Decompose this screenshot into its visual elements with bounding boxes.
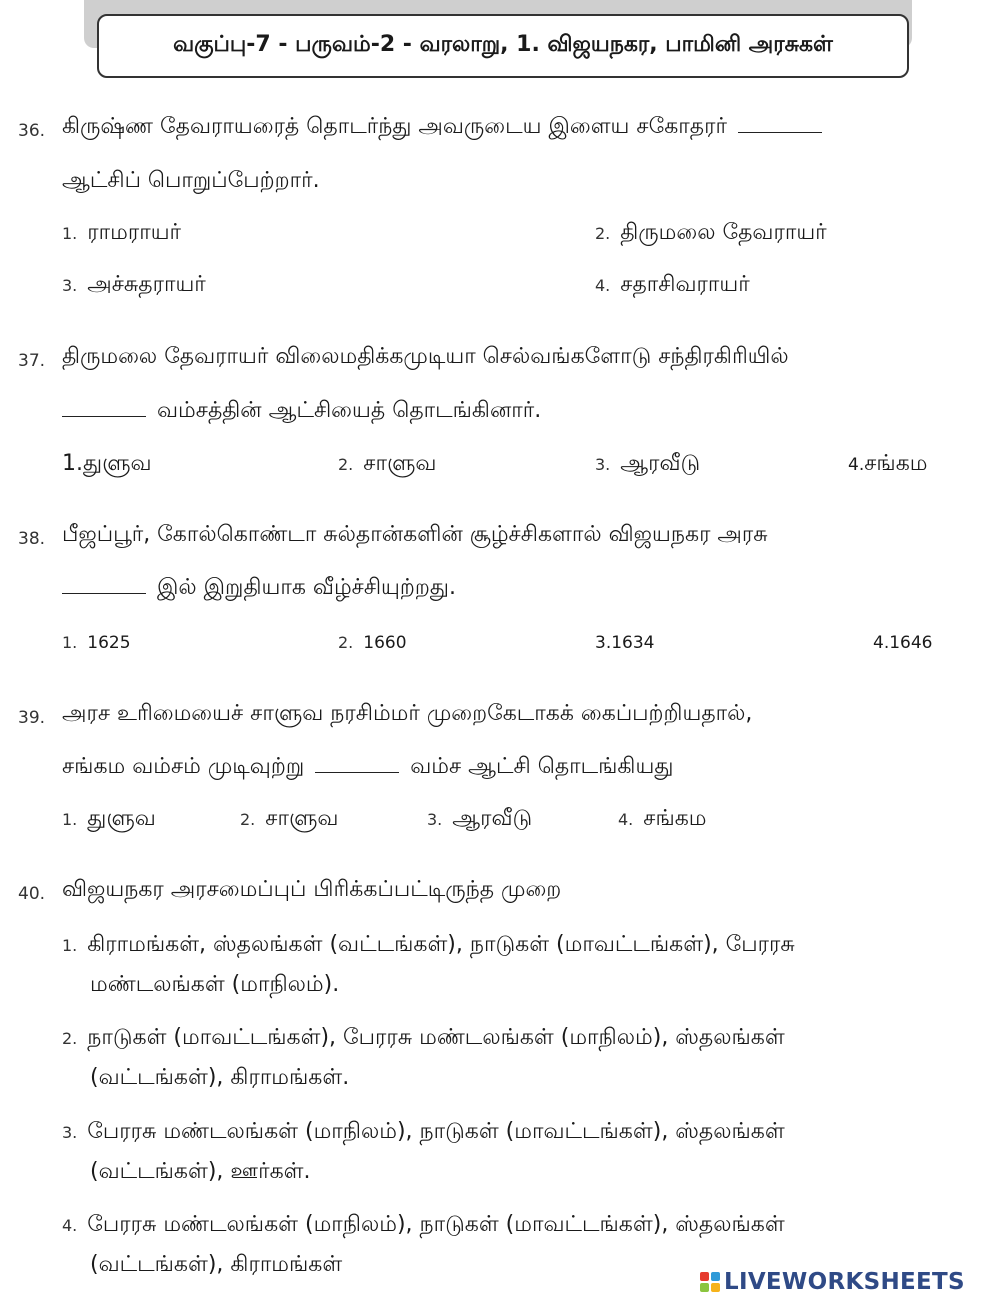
option-text: பேரரசு மண்டலங்கள் (மாநிலம்), நாடுகள் (மாவட்டங்கள்), ஸ்தலங்கள்	[87, 1119, 785, 1144]
answer-blank[interactable]	[62, 575, 146, 594]
question-number: 36.	[18, 121, 46, 141]
option-number: 4.	[848, 455, 865, 475]
option-text: ராமராயர்	[87, 220, 182, 245]
logo-text: LIVEWORKSHEETS	[724, 1269, 965, 1295]
question-text: பீஜப்பூர், கோல்கொண்டா சுல்தான்களின் சூழ்ச்சிகளால் விஜயநகர அரசு	[62, 522, 768, 547]
option-3[interactable]	[62, 1119, 785, 1147]
option-number: 1.	[62, 633, 78, 652]
option-1[interactable]	[62, 451, 152, 479]
question-text: சங்கம வம்சம் முடிவுற்று	[62, 754, 305, 779]
question-line	[62, 754, 673, 782]
option-number: 1.	[62, 810, 78, 829]
option-text: ஆரவீடு	[452, 806, 533, 831]
option-2[interactable]	[62, 1025, 785, 1053]
option-text: 1634	[611, 633, 655, 653]
option-number: 4.	[62, 1216, 78, 1235]
question-line	[62, 575, 456, 603]
answer-blank[interactable]	[315, 754, 399, 773]
option-number: 2.	[595, 224, 611, 243]
option-text: 1646	[889, 633, 933, 653]
option-number: 2.	[240, 810, 256, 829]
option-number: 3.	[62, 276, 78, 295]
option-number: 3.	[427, 810, 443, 829]
option-2-cont: (வட்டங்கள்), கிராமங்கள்.	[90, 1065, 350, 1090]
question-number: 39.	[18, 708, 46, 728]
option-2[interactable]	[338, 451, 436, 479]
option-text: சாளுவ	[265, 806, 339, 831]
liveworksheets-grid-icon	[700, 1272, 720, 1292]
option-text: சங்கம	[643, 806, 707, 831]
option-text: பேரரசு மண்டலங்கள் (மாநிலம்), நாடுகள் (மாவட்டங்கள்), ஸ்தலங்கள்	[87, 1212, 785, 1237]
option-number: 1.	[62, 936, 78, 955]
option-4[interactable]	[595, 272, 750, 300]
question-text: வம்சத்தின் ஆட்சியைத் தொடங்கினார்.	[157, 398, 542, 423]
option-1[interactable]	[62, 220, 181, 248]
option-3[interactable]	[595, 451, 700, 479]
option-number: 2.	[62, 1029, 78, 1048]
option-3[interactable]	[427, 806, 532, 834]
option-number: 3.	[595, 455, 611, 474]
option-2[interactable]	[240, 806, 338, 834]
option-3[interactable]	[595, 633, 655, 653]
option-text: திருமலை தேவராயர்	[620, 220, 827, 245]
option-2[interactable]	[338, 633, 407, 653]
option-number: 4.	[595, 276, 611, 295]
option-1[interactable]	[62, 932, 795, 960]
option-number: 2.	[338, 633, 354, 652]
page-title-text: வகுப்பு-7 - பருவம்-2 - வரலாறு, 1. விஜயநகர, பாமினி அரசுகள்	[173, 32, 833, 57]
option-2[interactable]	[595, 220, 827, 248]
option-number: 3.	[62, 1123, 78, 1142]
option-3[interactable]	[62, 272, 206, 300]
question-number: 40.	[18, 884, 46, 904]
liveworksheets-logo[interactable]	[700, 1268, 965, 1296]
option-text: துளுவ	[87, 806, 156, 831]
option-4[interactable]	[873, 633, 933, 653]
question-text: திருமலை தேவராயர் விலைமதிக்கமுடியா செல்வங்களோடு சந்திரகிரியில்	[62, 344, 789, 369]
question-line	[62, 398, 541, 426]
option-text: சாளுவ	[363, 451, 437, 476]
option-number: 3.	[595, 633, 612, 653]
option-number: 1.	[62, 451, 83, 476]
option-number: 4.	[873, 633, 890, 653]
option-text: சங்கம	[864, 451, 928, 476]
option-text: கிராமங்கள், ஸ்தலங்கள் (வட்டங்கள்), நாடுகள் (மாவட்டங்கள்), பேரரசு	[87, 932, 795, 957]
question-text: ஆட்சிப் பொறுப்பேற்றார்.	[62, 168, 320, 193]
option-text: அச்சுதராயர்	[87, 272, 206, 297]
answer-blank[interactable]	[738, 114, 822, 133]
option-text: நாடுகள் (மாவட்டங்கள்), பேரரசு மண்டலங்கள் (மாநிலம்), ஸ்தலங்கள்	[87, 1025, 785, 1050]
option-4[interactable]	[848, 451, 927, 479]
option-text: 1660	[363, 633, 407, 653]
question-text: வம்ச ஆட்சி தொடங்கியது	[410, 754, 674, 779]
question-text: இல் இறுதியாக வீழ்ச்சியுற்றது.	[157, 575, 456, 600]
option-1[interactable]	[62, 806, 156, 834]
option-4[interactable]	[618, 806, 707, 834]
question-line	[62, 114, 826, 142]
question-text: விஜயநகர அரசமைப்புப் பிரிக்கப்பட்டிருந்த முறை	[62, 877, 562, 902]
option-1[interactable]	[62, 633, 131, 653]
option-number: 4.	[618, 810, 634, 829]
question-text: கிருஷ்ண தேவராயரைத் தொடர்ந்து அவருடைய இளைய சகோதரர்	[62, 114, 727, 139]
question-number: 38.	[18, 529, 46, 549]
question-text: அரச உரிமையைச் சாளுவ நரசிம்மர் முறைகேடாகக் கைப்பற்றியதால்,	[62, 701, 753, 726]
option-text: துளுவ	[83, 451, 152, 476]
option-text: சதாசிவராயர்	[620, 272, 750, 297]
option-1-cont: மண்டலங்கள் (மாநிலம்).	[90, 972, 340, 997]
question-number: 37.	[18, 351, 46, 371]
option-4-cont: (வட்டங்கள்), கிராமங்கள்	[90, 1252, 343, 1277]
option-text: 1625	[87, 633, 131, 653]
option-number: 2.	[338, 455, 354, 474]
option-3-cont: (வட்டங்கள்), ஊர்கள்.	[90, 1159, 311, 1184]
option-text: ஆரவீடு	[620, 451, 701, 476]
option-number: 1.	[62, 224, 78, 243]
answer-blank[interactable]	[62, 398, 146, 417]
option-4[interactable]	[62, 1212, 785, 1240]
page-title	[97, 14, 909, 78]
